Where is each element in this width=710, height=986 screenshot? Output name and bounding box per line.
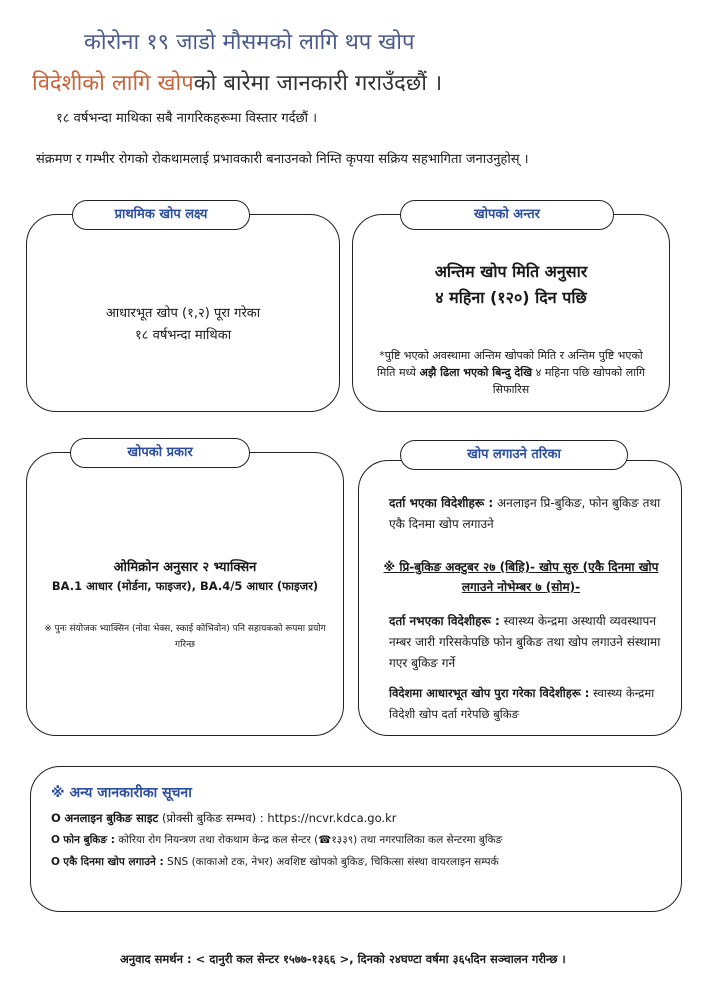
online-label: अनलाइन बुकिङ साइट [64, 811, 159, 825]
method-tag: खोप लगाउने तरिका [400, 440, 628, 470]
expansion-note: १८ वर्षभन्दा माथिका सबै नागरिकहरूमा विस्तार गर्दछौं । [56, 111, 318, 126]
target-tag: प्राथमिक खोप लक्ष्य [72, 200, 250, 230]
method-unregistered-text: स्वास्थ्य केन्द्रमा अस्थायी व्यवस्थापन नम्बर जारी गरिसकेपछि फोन बुकिङ तथा खोप लगाउने संस्थामा गएर बुकिङ गर्ने [389, 614, 661, 670]
other-info-heading: ※ अन्य जानकारीका सूचना [51, 785, 192, 801]
target-line2: १८ वर्षभन्दा माथिका [134, 328, 232, 343]
sameday-text: SNS (काकाओ टक, नेभर) अवशिष्ट खोपको बुकिङ, चिकित्सा संस्था वायरलाइन सम्पर्क [163, 856, 499, 868]
interval-main [353, 259, 669, 311]
other-info-box [30, 766, 682, 912]
online-url[interactable]: https://ncvr.kdca.go.kr [267, 811, 397, 825]
method-box [358, 460, 682, 736]
sameday-label: एकै दिनमा खोप लगाउने : [63, 856, 164, 868]
bullet-2: O [51, 834, 60, 846]
target-line1: आधारभूत खोप (१,२) पूरा गरेका [105, 306, 261, 321]
type-box [26, 452, 344, 736]
method-abroad-label: विदेशमा आधारभूत खोप पुरा गरेका विदेशीहरू : [389, 686, 590, 700]
interval-tag: खोपको अन्तर [400, 200, 614, 230]
other-info-item-online [51, 811, 396, 826]
target-content [27, 303, 339, 347]
interval-note-bold: अझै ढिला भएको बिन्दु देखि [419, 366, 533, 379]
other-info-item-phone [51, 833, 502, 847]
subtitle-accent: विदेशीको लागि खोप [32, 71, 194, 96]
interval-note-pre: *पुष्टि भएको अवस्थामा अन्तिम खोपको मिति र अन्तिम पुष्टि भएको मिति मध्ये [376, 349, 643, 379]
type-variants: BA.1 आधार (मोर्डना, फाइजर), BA.4/5 आधार (फाइजर) [51, 579, 319, 593]
interval-note-post: ४ महिना पछि खोपको लागि सिफारिस [492, 366, 646, 396]
target-box [26, 214, 340, 412]
online-paren: (प्रोक्सी बुकिङ सम्भव) : [158, 811, 268, 825]
page-title: कोरोना १९ जाडो मौसमको लागि थप खोप [84, 30, 415, 55]
interval-box [352, 214, 670, 412]
method-registered-text: अनलाइन प्रि-बुकिङ, फोन बुकिङ तथा एकै दिनमा खोप लगाउने [389, 496, 661, 531]
method-unregistered [389, 611, 667, 674]
method-registered-label: दर्ता भएका विदेशीहरू : [389, 496, 494, 510]
type-note: ※ पुनः संयोजक भ्याक्सिन (नोवा भेक्स, स्काई कोभिवोन) पनि सहायकको रूपमा प्रयोग गरिन्छ [44, 624, 326, 650]
footer-support: अनुवाद समर्थन : < दानुरी कल सेन्टर १५७७-१३६६ >, दिनको २४घण्टा वर्षमा ३६५दिन सञ्चालन गरीन्छ । [120, 952, 566, 966]
interval-main-line1: अन्तिम खोप मिति अनुसार [434, 262, 588, 281]
phone-label: फोन बुकिङ : [63, 834, 115, 846]
type-tag: खोपको प्रकार [70, 438, 250, 468]
type-main: ओमिक्रोन अनुसार २ भ्याक्सिन [113, 560, 257, 575]
appeal-text: संक्रमण र गम्भीर रोगको रोकथामलाई प्रभावकारी बनाउनको निम्ति कृपया सक्रिय सहभागिता जनाउनुहोस् । [36, 152, 529, 167]
interval-note [371, 347, 651, 398]
bullet-1: O [51, 811, 61, 825]
other-info-item-sameday [51, 855, 499, 869]
method-prebooking: ※ प्रि-बुकिङ अक्टुबर २७ (बिहि)- खोप सुरु (एकै दिनमा खोप लगाउने नोभेम्बर ७ (सोम)- [383, 560, 659, 594]
method-unregistered-label: दर्ता नभएका विदेशीहरू : [389, 614, 500, 628]
bullet-3: O [51, 856, 60, 868]
interval-main-line2: ४ महिना (१२०) दिन पछि [435, 288, 587, 307]
phone-text: कोरिया रोग नियन्त्रण तथा रोकथाम केन्द्र कल सेन्टर (☎१३३९) तथा नगरपालिका कल सेन्टरमा बुकिङ [114, 834, 503, 846]
method-abroad-text: स्वास्थ्य केन्द्रमा विदेशी खोप दर्ता गरेपछि बुकिङ [389, 686, 655, 721]
method-registered [389, 493, 667, 535]
subtitle-rest: को बारेमा जानकारी गराउँदछौं । [193, 71, 443, 96]
page-subtitle [32, 67, 442, 97]
method-abroad [389, 683, 667, 725]
